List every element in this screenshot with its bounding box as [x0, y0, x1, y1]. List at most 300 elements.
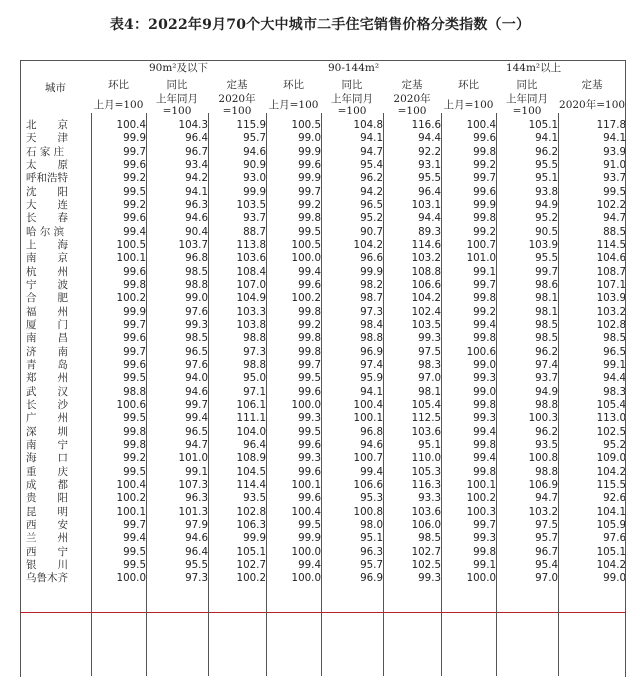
value-cell: 99.7 — [123, 518, 146, 531]
city-cell: 天 津 — [26, 132, 68, 145]
value-cell: 99.4 — [473, 452, 497, 465]
city-cell: 北 京 — [26, 119, 68, 132]
value-cell: 103.2 — [411, 252, 442, 265]
value-cell: 99.7 — [535, 265, 559, 278]
value-cell: 94.7 — [360, 145, 384, 158]
value-cell: 100.2 — [466, 492, 497, 505]
value-cell: 108.8 — [411, 265, 442, 278]
value-cell: 96.2 — [535, 425, 559, 438]
city-cell: 兰 州 — [26, 532, 68, 545]
value-cell: 100.4 — [116, 119, 146, 132]
value-cell: 96.4 — [243, 438, 267, 451]
table-row — [20, 559, 626, 572]
value-cell: 99.6 — [298, 159, 322, 172]
value-cell: 100.0 — [291, 545, 322, 558]
value-cell: 100.3 — [528, 412, 559, 425]
value-cell: 95.2 — [360, 212, 384, 225]
city-cell: 西 安 — [26, 518, 68, 531]
value-cell: 103.9 — [596, 292, 627, 305]
value-cell: 98.5 — [418, 532, 442, 545]
table-row — [20, 466, 626, 479]
value-cell: 99.9 — [123, 132, 146, 145]
value-cell: 98.4 — [360, 319, 384, 332]
city-cell: 太 原 — [26, 159, 68, 172]
city-cell: 大 连 — [26, 199, 68, 212]
city-cell: 武 汉 — [26, 385, 68, 398]
value-cell: 104.2 — [411, 292, 442, 305]
value-cell: 96.9 — [360, 572, 384, 585]
value-cell: 96.5 — [185, 345, 208, 358]
value-cell: 99.5 — [298, 518, 322, 531]
city-cell: 哈 尔 滨 — [26, 225, 65, 238]
value-cell: 105.9 — [596, 518, 627, 531]
table-body — [20, 117, 626, 585]
value-cell: 99.7 — [123, 145, 146, 158]
table-row — [20, 199, 626, 212]
value-cell: 95.7 — [535, 532, 559, 545]
table-row — [20, 159, 626, 172]
value-cell: 102.8 — [236, 505, 267, 518]
value-cell: 100.4 — [291, 505, 322, 518]
value-cell: 100.4 — [116, 478, 146, 491]
value-cell: 99.4 — [473, 425, 497, 438]
value-cell: 99.7 — [185, 398, 208, 411]
value-cell: 106.9 — [528, 478, 559, 491]
value-cell: 95.4 — [535, 558, 559, 571]
table-row — [20, 399, 626, 412]
value-cell: 98.5 — [185, 332, 208, 345]
value-cell: 94.6 — [243, 145, 267, 158]
value-cell: 104.8 — [353, 119, 384, 132]
value-cell: 99.6 — [123, 359, 146, 371]
value-cell: 98.5 — [535, 332, 559, 345]
value-cell: 93.0 — [243, 172, 267, 185]
value-cell: 98.1 — [418, 385, 442, 398]
value-cell: 96.4 — [185, 545, 208, 558]
value-cell: 94.1 — [535, 132, 559, 145]
value-cell: 95.2 — [603, 438, 627, 451]
value-cell: 99.4 — [298, 265, 322, 278]
base-header: 上月=100 — [93, 98, 144, 111]
value-cell: 99.2 — [298, 199, 322, 212]
value-cell: 99.6 — [123, 212, 146, 225]
value-cell: 93.7 — [603, 172, 627, 185]
value-cell: 100.0 — [291, 572, 322, 585]
value-cell: 99.5 — [298, 225, 322, 238]
table-row — [20, 572, 626, 585]
value-cell: 107.1 — [596, 279, 627, 292]
value-cell: 99.7 — [298, 359, 322, 371]
value-cell: 97.5 — [418, 345, 442, 358]
value-cell: 99.3 — [473, 412, 497, 425]
table-row — [20, 519, 626, 532]
value-cell: 106.6 — [353, 478, 384, 491]
value-cell: 110.0 — [411, 452, 442, 465]
city-cell: 上 海 — [26, 239, 68, 252]
header-row-groups — [20, 60, 626, 77]
value-cell: 94.4 — [418, 212, 442, 225]
value-cell: 99.1 — [603, 359, 627, 371]
value-cell: 100.4 — [466, 119, 497, 132]
value-cell: 100.2 — [116, 292, 146, 305]
city-cell: 成 都 — [26, 478, 68, 491]
value-cell: 100.1 — [353, 412, 384, 425]
value-cell: 98.5 — [603, 332, 627, 345]
table-row — [20, 212, 626, 225]
table-row — [20, 359, 626, 372]
base-header: 上年同月=100 — [156, 93, 198, 117]
value-cell: 99.7 — [473, 518, 497, 531]
value-cell: 99.2 — [123, 199, 146, 212]
value-cell: 103.1 — [411, 199, 442, 212]
value-cell: 96.2 — [360, 172, 384, 185]
city-cell: 贵 阳 — [26, 492, 68, 505]
value-cell: 99.0 — [603, 572, 627, 585]
value-cell: 99.6 — [298, 279, 322, 292]
value-cell: 100.0 — [466, 572, 497, 585]
table-row — [20, 306, 626, 319]
value-cell: 99.5 — [298, 372, 322, 385]
value-cell: 95.5 — [185, 558, 208, 571]
value-cell: 90.5 — [535, 225, 559, 238]
value-cell: 98.1 — [535, 292, 559, 305]
city-cell: 长 沙 — [26, 398, 68, 411]
value-cell: 114.5 — [596, 239, 627, 252]
subcol-header: 定基 — [226, 78, 248, 91]
value-cell: 95.0 — [243, 372, 267, 385]
city-cell: 呼和浩特 — [26, 172, 68, 185]
value-cell: 99.1 — [473, 558, 497, 571]
city-cell: 西 宁 — [26, 545, 68, 558]
value-cell: 98.5 — [535, 319, 559, 332]
value-cell: 106.1 — [236, 398, 267, 411]
city-header: 城市 — [45, 81, 66, 94]
value-cell: 107.3 — [178, 478, 208, 491]
city-cell: 南 京 — [26, 252, 68, 265]
value-cell: 98.3 — [603, 385, 627, 398]
value-cell: 98.0 — [360, 518, 384, 531]
value-cell: 100.5 — [291, 239, 322, 252]
value-cell: 99.6 — [473, 185, 497, 198]
value-cell: 94.6 — [185, 532, 208, 545]
value-cell: 99.5 — [123, 372, 146, 385]
value-cell: 103.7 — [178, 239, 208, 252]
subcol-header: 定基 — [581, 78, 603, 91]
value-cell: 102.5 — [411, 558, 442, 571]
value-cell: 100.2 — [236, 572, 267, 585]
value-cell: 97.3 — [243, 345, 267, 358]
highlight-divider-line — [20, 612, 626, 613]
value-cell: 97.6 — [185, 359, 208, 371]
value-cell: 99.9 — [298, 145, 322, 158]
value-cell: 99.3 — [185, 319, 208, 332]
value-cell: 99.8 — [123, 425, 146, 438]
value-cell: 101.0 — [466, 252, 497, 265]
value-cell: 99.3 — [473, 372, 497, 385]
value-cell: 88.5 — [603, 225, 627, 238]
value-cell: 99.6 — [473, 132, 497, 145]
value-cell: 99.5 — [123, 545, 146, 558]
value-cell: 99.6 — [123, 159, 146, 172]
subcol-header: 环比 — [458, 78, 480, 91]
value-cell: 97.0 — [535, 572, 559, 585]
value-cell: 99.5 — [123, 558, 146, 571]
value-cell: 98.8 — [535, 398, 559, 411]
table-row — [20, 319, 626, 332]
value-cell: 99.8 — [473, 465, 497, 478]
value-cell: 98.5 — [185, 265, 208, 278]
value-cell: 96.8 — [360, 425, 384, 438]
value-cell: 90.7 — [360, 225, 384, 238]
table-row — [20, 117, 626, 132]
value-cell: 96.8 — [185, 252, 208, 265]
value-cell: 99.0 — [298, 132, 322, 145]
value-cell: 100.0 — [291, 252, 322, 265]
value-cell: 99.4 — [123, 225, 146, 238]
value-cell: 100.1 — [116, 252, 146, 265]
value-cell: 95.1 — [535, 172, 559, 185]
value-cell: 99.9 — [243, 185, 267, 198]
value-cell: 98.8 — [243, 359, 267, 371]
value-cell: 99.8 — [473, 398, 497, 411]
table-row — [20, 479, 626, 492]
value-cell: 97.3 — [185, 572, 208, 585]
value-cell: 99.8 — [298, 212, 322, 225]
value-cell: 102.7 — [236, 558, 267, 571]
table-row — [20, 252, 626, 265]
value-cell: 93.9 — [603, 145, 627, 158]
value-cell: 95.1 — [360, 532, 384, 545]
value-cell: 99.8 — [473, 332, 497, 345]
subcol-header: 同比 — [516, 78, 538, 91]
value-cell: 105.4 — [411, 398, 442, 411]
value-cell: 108.7 — [596, 265, 627, 278]
value-cell: 99.5 — [123, 465, 146, 478]
value-cell: 107.0 — [236, 279, 267, 292]
value-cell: 90.9 — [243, 159, 267, 172]
base-header: 上年同月=100 — [506, 93, 549, 117]
value-cell: 105.1 — [236, 545, 267, 558]
group-header-small: 90m²及以下 — [148, 61, 209, 74]
value-cell: 112.5 — [411, 412, 442, 425]
city-cell: 济 南 — [26, 345, 68, 358]
subcol-header: 环比 — [283, 78, 305, 91]
table-row — [20, 132, 626, 145]
value-cell: 95.5 — [535, 159, 559, 172]
value-cell: 103.5 — [236, 199, 267, 212]
table-row — [20, 386, 626, 399]
value-cell: 99.3 — [418, 572, 442, 585]
value-cell: 96.5 — [603, 345, 627, 358]
value-cell: 99.2 — [473, 159, 497, 172]
value-cell: 93.7 — [535, 372, 559, 385]
value-cell: 98.2 — [360, 279, 384, 292]
value-cell: 93.5 — [243, 492, 267, 505]
value-cell: 95.7 — [243, 132, 267, 145]
value-cell: 102.2 — [596, 199, 627, 212]
value-cell: 98.8 — [185, 279, 208, 292]
value-cell: 95.5 — [535, 252, 559, 265]
value-cell: 98.8 — [535, 465, 559, 478]
value-cell: 100.3 — [466, 505, 497, 518]
value-cell: 104.9 — [236, 292, 267, 305]
value-cell: 103.6 — [236, 252, 267, 265]
value-cell: 104.2 — [596, 465, 627, 478]
city-cell: 重 庆 — [26, 465, 68, 478]
value-cell: 104.3 — [178, 119, 208, 132]
value-cell: 99.6 — [298, 465, 322, 478]
value-cell: 99.8 — [123, 279, 146, 292]
value-cell: 92.6 — [603, 492, 627, 505]
city-cell: 青 岛 — [26, 359, 68, 371]
value-cell: 114.4 — [236, 478, 267, 491]
value-cell: 115.9 — [236, 119, 267, 132]
value-cell: 99.9 — [298, 172, 322, 185]
city-cell: 海 口 — [26, 452, 68, 465]
value-cell: 105.1 — [596, 545, 627, 558]
table-row — [20, 292, 626, 305]
value-cell: 104.0 — [236, 425, 267, 438]
value-cell: 94.6 — [185, 385, 208, 398]
value-cell: 99.3 — [298, 412, 322, 425]
value-cell: 113.0 — [596, 412, 627, 425]
value-cell: 98.1 — [535, 305, 559, 318]
value-cell: 99.2 — [473, 225, 497, 238]
value-cell: 96.5 — [360, 199, 384, 212]
value-cell: 100.2 — [116, 492, 146, 505]
value-cell: 100.5 — [291, 119, 322, 132]
city-cell: 杭 州 — [26, 265, 68, 278]
city-cell: 石 家 庄 — [26, 145, 65, 158]
value-cell: 111.1 — [236, 412, 267, 425]
city-cell: 南 宁 — [26, 438, 68, 451]
city-cell: 宁 波 — [26, 279, 68, 292]
value-cell: 99.7 — [123, 345, 146, 358]
value-cell: 94.9 — [535, 199, 559, 212]
value-cell: 104.2 — [353, 239, 384, 252]
value-cell: 100.2 — [291, 292, 322, 305]
value-cell: 99.9 — [298, 532, 322, 545]
value-cell: 94.7 — [603, 212, 627, 225]
value-cell: 94.4 — [603, 372, 627, 385]
value-cell: 105.4 — [596, 398, 627, 411]
value-cell: 104.2 — [596, 558, 627, 571]
value-cell: 88.7 — [243, 225, 267, 238]
value-cell: 99.9 — [473, 199, 497, 212]
city-cell: 乌鲁木齐 — [26, 572, 68, 585]
value-cell: 99.2 — [123, 172, 146, 185]
city-cell: 深 圳 — [26, 425, 68, 438]
table-row — [20, 532, 626, 545]
value-cell: 103.3 — [236, 305, 267, 318]
table-row — [20, 172, 626, 185]
value-cell: 94.6 — [185, 212, 208, 225]
value-cell: 96.2 — [535, 145, 559, 158]
value-cell: 104.5 — [236, 465, 267, 478]
subcol-header: 定基 — [401, 78, 423, 91]
base-header: 2020年=100 — [559, 98, 626, 111]
value-cell: 104.6 — [596, 252, 627, 265]
value-cell: 95.9 — [360, 372, 384, 385]
value-cell: 99.9 — [123, 305, 146, 318]
value-cell: 100.1 — [466, 478, 497, 491]
value-cell: 99.0 — [473, 359, 497, 371]
value-cell: 99.1 — [185, 465, 208, 478]
value-cell: 99.6 — [298, 438, 322, 451]
value-cell: 99.6 — [298, 492, 322, 505]
header-row-subcols — [20, 77, 626, 94]
table-row — [20, 239, 626, 252]
value-cell: 102.5 — [596, 425, 627, 438]
value-cell: 102.8 — [596, 319, 627, 332]
city-cell: 厦 门 — [26, 319, 68, 332]
city-cell: 南 昌 — [26, 332, 68, 345]
value-cell: 98.8 — [360, 332, 384, 345]
value-cell: 99.8 — [298, 345, 322, 358]
value-cell: 96.7 — [535, 545, 559, 558]
value-cell: 100.0 — [116, 572, 146, 585]
value-cell: 93.7 — [243, 212, 267, 225]
value-cell: 105.3 — [411, 465, 442, 478]
value-cell: 104.1 — [596, 505, 627, 518]
city-cell: 合 肥 — [26, 292, 68, 305]
value-cell: 93.1 — [418, 159, 442, 172]
value-cell: 99.0 — [185, 292, 208, 305]
value-cell: 99.2 — [298, 319, 322, 332]
base-header: 2020年=100 — [218, 93, 256, 117]
value-cell: 99.8 — [473, 212, 497, 225]
table-row — [20, 226, 626, 239]
value-cell: 100.0 — [291, 398, 322, 411]
value-cell: 96.3 — [185, 199, 208, 212]
value-cell: 114.6 — [411, 239, 442, 252]
city-cell: 昆 明 — [26, 505, 68, 518]
base-header: 上月=100 — [443, 98, 494, 111]
value-cell: 115.5 — [596, 478, 627, 491]
value-cell: 106.0 — [411, 518, 442, 531]
value-cell: 99.7 — [473, 172, 497, 185]
value-cell: 99.6 — [123, 265, 146, 278]
value-cell: 108.9 — [236, 452, 267, 465]
value-cell: 91.0 — [603, 159, 627, 172]
value-cell: 94.6 — [360, 438, 384, 451]
value-cell: 93.4 — [185, 159, 208, 172]
group-header-large: 144m²以上 — [505, 61, 562, 74]
value-cell: 98.8 — [123, 385, 146, 398]
value-cell: 98.8 — [243, 332, 267, 345]
city-cell: 沈 阳 — [26, 185, 68, 198]
value-cell: 103.8 — [236, 319, 267, 332]
value-cell: 100.6 — [466, 345, 497, 358]
value-cell: 99.8 — [298, 332, 322, 345]
value-cell: 97.3 — [360, 305, 384, 318]
value-cell: 99.7 — [123, 319, 146, 332]
value-cell: 116.6 — [411, 119, 442, 132]
value-cell: 96.6 — [360, 252, 384, 265]
value-cell: 99.8 — [298, 305, 322, 318]
value-cell: 99.8 — [473, 545, 497, 558]
value-cell: 106.6 — [411, 279, 442, 292]
table-row — [20, 186, 626, 199]
value-cell: 99.4 — [360, 465, 384, 478]
value-cell: 95.2 — [535, 212, 559, 225]
value-cell: 96.3 — [185, 492, 208, 505]
value-cell: 97.9 — [185, 518, 208, 531]
table-row — [20, 279, 626, 292]
value-cell: 116.3 — [411, 478, 442, 491]
value-cell: 99.2 — [473, 305, 497, 318]
value-cell: 95.4 — [360, 159, 384, 172]
